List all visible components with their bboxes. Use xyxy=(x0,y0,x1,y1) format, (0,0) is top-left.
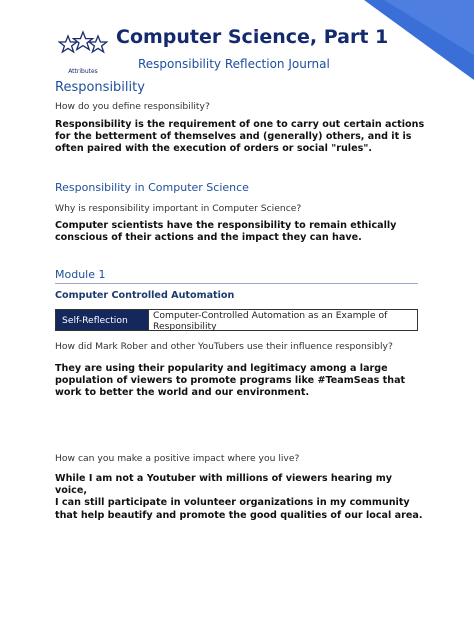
answer-cs-importance xyxy=(55,220,425,244)
answer-positive-impact xyxy=(55,473,425,522)
answer-line: often paired with the execution of orders or social "rules". xyxy=(55,143,372,155)
answer-line: They are using their popularity and legitimacy among a large xyxy=(55,363,388,374)
question-define-responsibility: How do you define responsibility? xyxy=(55,101,210,112)
module-title: Module 1 xyxy=(55,268,106,281)
answer-line: for the betterment of themselves and (generally) others, and it is xyxy=(55,131,412,143)
logo-label: Attributes xyxy=(68,68,98,75)
question-youtubers: How did Mark Rober and other YouTubers use their influence responsibly? xyxy=(55,341,393,352)
section-heading-responsibility: Responsibility xyxy=(55,80,145,95)
answer-line: Computer scientists have the responsibility to remain ethically xyxy=(55,220,397,231)
answer-youtubers xyxy=(55,363,425,400)
lesson-title: Computer Controlled Automation xyxy=(55,290,235,301)
module-divider xyxy=(55,283,418,284)
page-subtitle: Responsibility Reflection Journal xyxy=(138,57,330,71)
question-cs-importance: Why is responsibility important in Computer Science? xyxy=(55,203,302,214)
self-reflection-label: Self-Reflection xyxy=(56,310,148,330)
page-title: Computer Science, Part 1 xyxy=(116,26,389,48)
answer-line: conscious of their actions and the impact they can have. xyxy=(55,232,362,244)
answer-line: work to better the world and our environment. xyxy=(55,387,310,399)
question-positive-impact: How can you make a positive impact where you live? xyxy=(55,453,300,464)
answer-line: that help beautify and promote the good qualities of our local area. xyxy=(55,509,423,521)
self-reflection-table xyxy=(55,309,418,331)
stars-icon xyxy=(58,30,108,66)
attributes-logo xyxy=(58,30,108,78)
answer-define-responsibility xyxy=(55,119,425,156)
answer-line: population of viewers to promote programs like #TeamSeas that xyxy=(55,375,406,387)
section-heading-cs: Responsibility in Computer Science xyxy=(55,181,249,194)
answer-line: Responsibility is the requirement of one to carry out certain actions xyxy=(55,119,425,130)
topic-line: Responsibility xyxy=(153,320,217,332)
self-reflection-topic xyxy=(148,310,417,330)
topic-line: Computer-Controlled Automation as an Example of xyxy=(153,310,388,321)
answer-line: While I am not a Youtuber with millions of viewers hearing my voice, xyxy=(55,473,393,497)
answer-line: I can still participate in volunteer organizations in my community xyxy=(55,497,410,509)
